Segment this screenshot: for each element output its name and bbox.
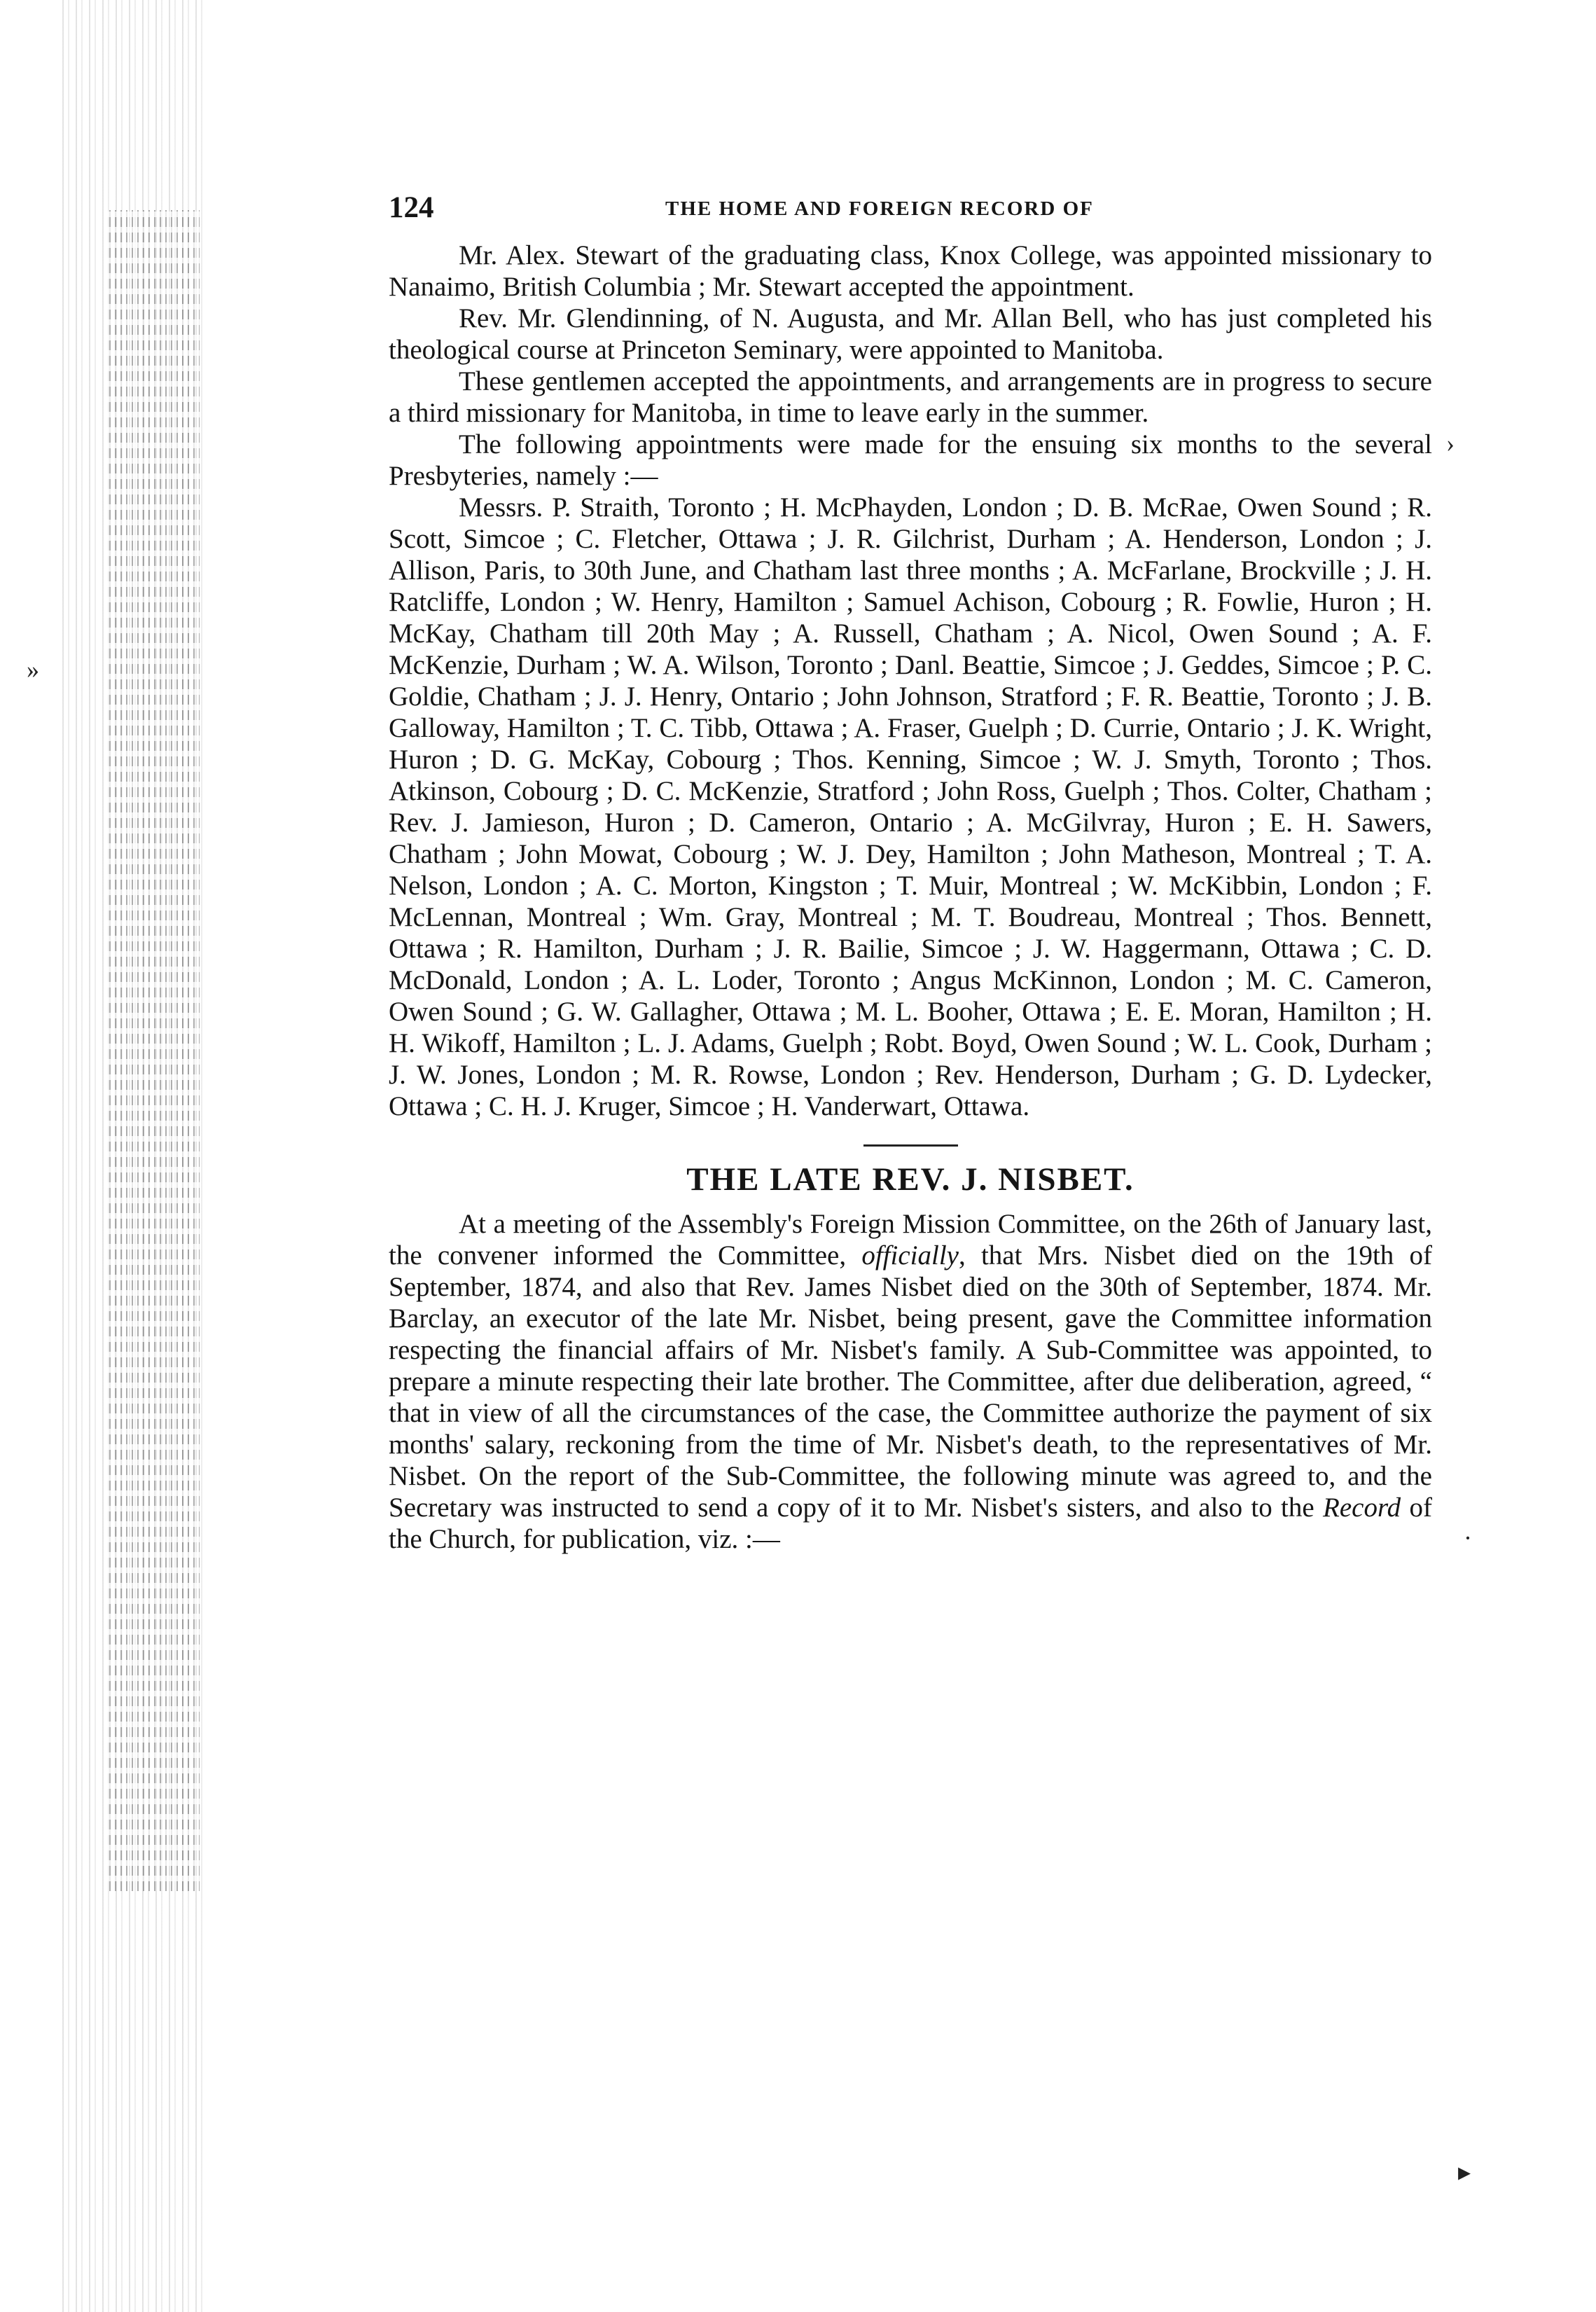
paragraph-glendinning: Rev. Mr. Glendinning, of N. Augusta, and Mr. Allan Bell, who has just completed his theological course at Princeton Seminary, were appointed to Manitoba.: [389, 303, 1432, 365]
paragraph-arrangements: These gentlemen accepted the appointments, and arrangements are in progress to secure a third missionary for Manitoba, in time to leave early in the summer.: [389, 366, 1432, 428]
nisbet-text-3: of the Church, for publication, viz. :—: [389, 1493, 1432, 1554]
page-content: [389, 191, 1432, 1555]
page-number: 124: [389, 191, 434, 224]
running-head: THE HOME AND FOREIGN RECORD OF: [665, 198, 1094, 220]
paragraph-nisbet: [389, 1208, 1432, 1555]
paragraph-appointments-intro: The following appointments were made for the ensuing six months to the several Presbyteries, namely :—: [389, 429, 1432, 491]
page-binding-stitching: [105, 210, 200, 1891]
nisbet-text-1: At a meeting of the Assembly's Foreign Mission Committee, on the 26th of January last, the convener informed the Committee,: [389, 1209, 1432, 1271]
section-title: THE LATE REV. J. NISBET.: [686, 1161, 1134, 1198]
nisbet-officially: officially: [861, 1240, 959, 1271]
nisbet-text-2: , that Mrs. Nisbet died on the 19th of September, 1874, and also that Rev. James Nisbet died on the 30th of September, 1874. Mr. Barclay, an executor of the late Mr. Nisbet, being present, gave the Committee information respecting the financial affairs of Mr. Nisbet's family. A Sub-Committee was appointed, to prepare a minute respecting their late brother. The Committee, after due deliberation, agreed, “ that in view of all the circumstances of the case, the Committee authorize the payment of six months' salary, reckoning from the time of Mr. Nisbet's death, to the representatives of Mr. Nisbet. On the report of the Sub-Committee, the following minute was agreed to, and the Secretary was instructed to send a copy of it to Mr. Nisbet's sisters, and also to the: [389, 1240, 1432, 1523]
section-divider: [863, 1144, 958, 1147]
margin-mark: ▸: [1458, 2158, 1471, 2186]
paragraph-stewart: Mr. Alex. Stewart of the graduating class, Knox College, was appointed missionary to Nanaimo, British Columbia ; Mr. Stewart accepted the appointment.: [389, 240, 1432, 302]
paragraph-appointment-list: Messrs. P. Straith, Toronto ; H. McPhayden, London ; D. B. McRae, Owen Sound ; R. Scott, Simcoe ; C. Fletcher, Ottawa ; J. R. Gilchrist, Durham ; A. Henderson, London ; J. Allison, Paris, to 30th June, and Chatham last three months ; A. McFarlane, Brockville ; J. H. Ratcliffe, London ; W. Henry, Hamilton ; Samuel Achison, Cobourg ; R. Fowlie, Huron ; H. McKay, Chatham till 20th May ; A. Russell, Chatham ; A. Nicol, Owen Sound ; A. F. McKenzie, Durham ; W. A. Wilson, Toronto ; Danl. Beattie, Simcoe ; J. Geddes, Simcoe ; P. C. Goldie, Chatham ; J. J. Henry, Ontario ; John Johnson, Stratford ; F. R. Beattie, Toronto ; J. B. Galloway, Hamilton ; T. C. Tibb, Ottawa ; A. Fraser, Guelph ; D. Currie, Ontario ; J. K. Wright, Huron ; D. G. McKay, Cobourg ; Thos. Kenning, Simcoe ; W. J. Smyth, Toronto ; Thos. Atkinson, Cobourg ; D. C. McKenzie, Stratford ; John Ross, Guelph ; Thos. Colter, Chatham ; Rev. J. Jamieson, Huron ; D. Cameron, Ontario ; A. McGilvray, Huron ; E. H. Sawers, Chatham ; John Mowat, Cobourg ; W. J. Dey, Hamilton ; John Matheson, Montreal ; T. A. Nelson, London ; A. C. Morton, Kingston ; T. Muir, Montreal ; W. McKibbin, London ; F. McLennan, Montreal ; Wm. Gray, Montreal ; M. T. Boudreau, Montreal ; Thos. Bennett, Ottawa ; R. Hamilton, Durham ; J. R. Bailie, Simcoe ; J. W. Haggermann, Ottawa ; C. D. McDonald, London ; A. L. Loder, Toronto ; Angus McKinnon, London ; M. C. Cameron, Owen Sound ; G. W. Gallagher, Ottawa ; M. L. Booher, Ottawa ; E. E. Moran, Hamilton ; H. H. Wikoff, Hamilton ; L. J. Adams, Guelph ; Robt. Boyd, Owen Sound ; W. L. Cook, Durham ; J. W. Jones, London ; M. R. Rowse, London ; Rev. Henderson, Durham ; G. D. Lydecker, Ottawa ; C. H. J. Kruger, Simcoe ; H. Vanderwart, Ottawa.: [389, 492, 1432, 1121]
margin-mark: »: [27, 656, 39, 684]
nisbet-record: Record: [1323, 1493, 1401, 1523]
page-header: [389, 191, 1432, 240]
margin-mark: ·: [1464, 1524, 1472, 1552]
margin-mark: ›: [1446, 429, 1455, 457]
